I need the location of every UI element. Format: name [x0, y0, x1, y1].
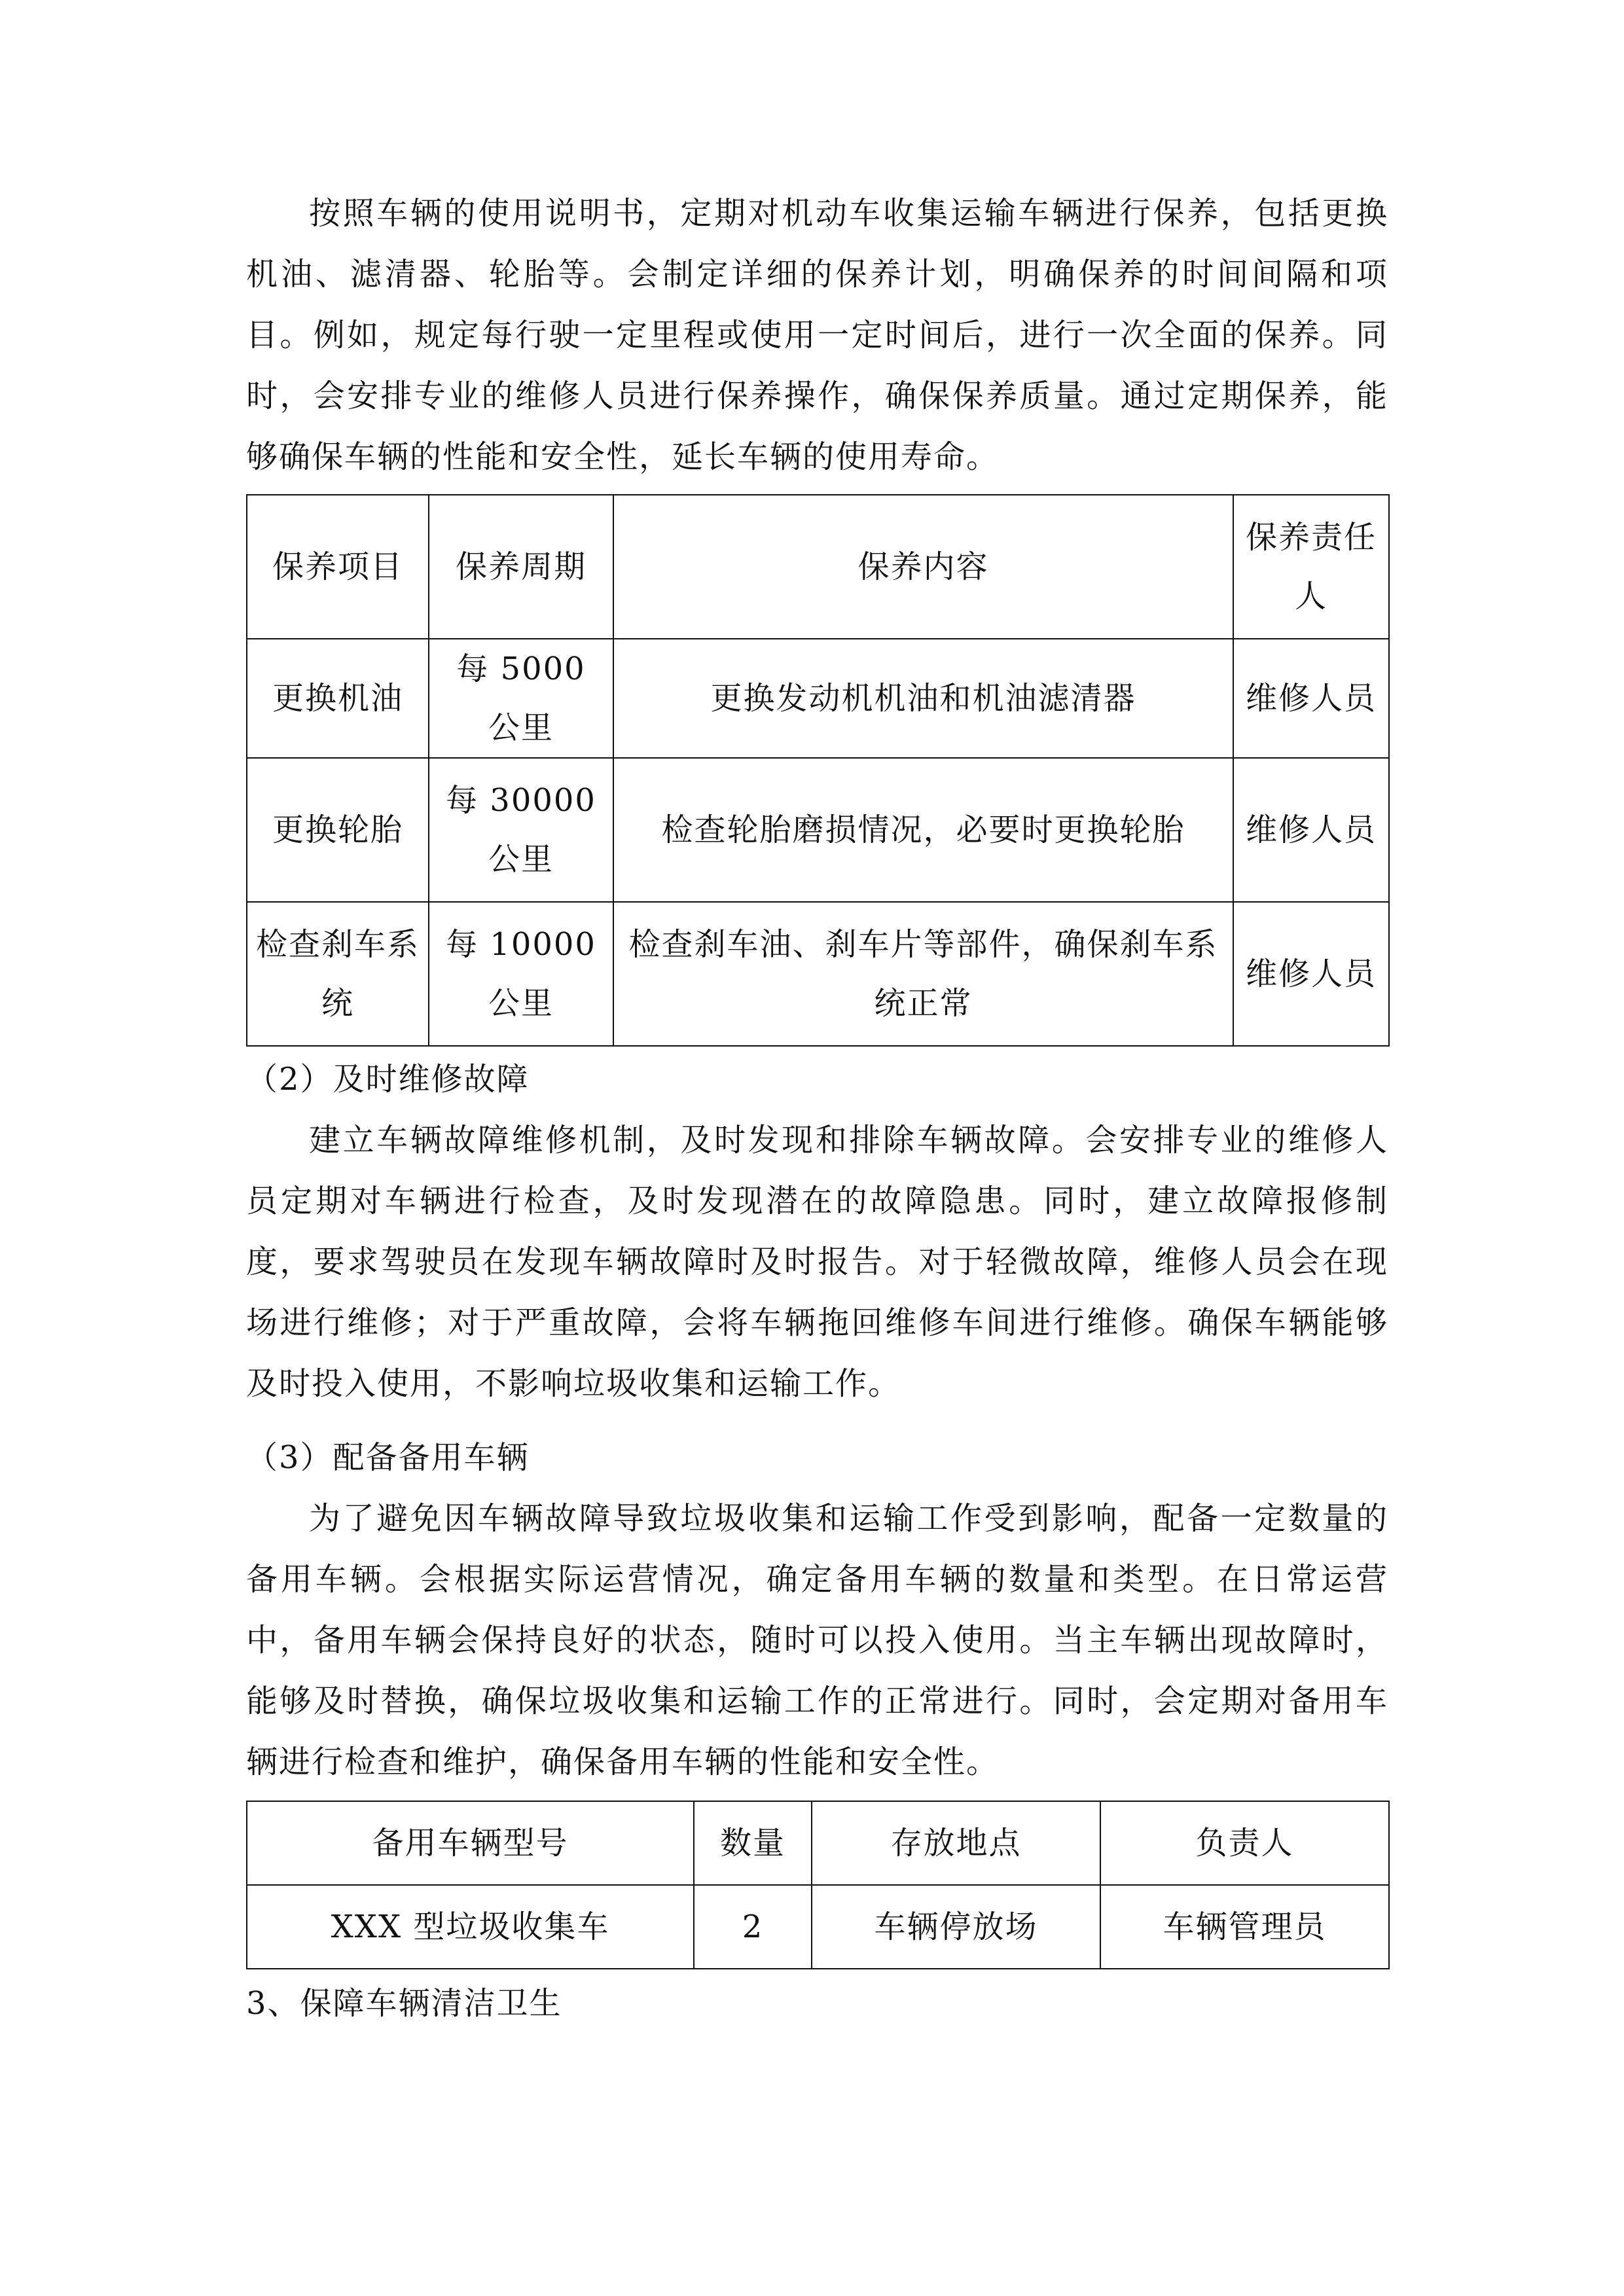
- table-cell: 2: [694, 1885, 812, 1969]
- table-cell: 检查刹车油、刹车片等部件，确保刹车系统正常: [613, 902, 1233, 1046]
- table-cell: 维修人员: [1233, 639, 1389, 758]
- section-final-heading: 3、保障车辆清洁卫生: [246, 1985, 562, 2022]
- table-cell: 检查轮胎磨损情况，必要时更换轮胎: [613, 758, 1233, 902]
- table-cell: 每 10000 公里: [429, 902, 613, 1046]
- section-3-paragraph: 为了避免因车辆故障导致垃圾收集和运输工作受到影响，配备一定数量的备用车辆。会根据实际运营情况，确定备用车辆的数量和类型。在日常运营中，备用车辆会保持良好的状态，随时可以投入使用。当主车辆出现故障时，能够及时替换，确保垃圾收集和运输工作的正常进行。同时，会定期对备用车辆进行检查和维护，确保备用车辆的性能和安全性。: [246, 1500, 1388, 1780]
- document-page: [246, 183, 1388, 2034]
- table-header-cell: 保养责任人: [1233, 495, 1389, 639]
- table-cell: 每 30000 公里: [429, 758, 613, 902]
- table-cell: 维修人员: [1233, 758, 1389, 902]
- table-header-cell: 保养周期: [429, 495, 613, 639]
- table-header-row: [247, 1801, 1389, 1885]
- table-header-cell: 数量: [694, 1801, 812, 1885]
- table-header-cell: 负责人: [1100, 1801, 1389, 1885]
- table-row: [247, 639, 1389, 758]
- table-cell: XXX 型垃圾收集车: [247, 1885, 694, 1969]
- table-cell: 更换发动机机油和机油滤清器: [613, 639, 1233, 758]
- table-header-cell: 保养项目: [247, 495, 429, 639]
- table-row: [247, 758, 1389, 902]
- intro-paragraph: 按照车辆的使用说明书，定期对机动车收集运输车辆进行保养，包括更换机油、滤清器、轮胎等。会制定详细的保养计划，明确保养的时间间隔和项目。例如，规定每行驶一定里程或使用一定时间后，进行一次全面的保养。同时，会安排专业的维修人员进行保养操作，确保保养质量。通过定期保养，能够确保车辆的性能和安全性，延长车辆的使用寿命。: [246, 195, 1388, 475]
- table-cell: 维修人员: [1233, 902, 1389, 1046]
- table-cell: 更换轮胎: [247, 758, 429, 902]
- table-row: [247, 1885, 1389, 1969]
- table-header-cell: 存放地点: [812, 1801, 1100, 1885]
- table-cell: 车辆管理员: [1100, 1885, 1389, 1969]
- section-2-heading: （2）及时维修故障: [246, 1061, 530, 1098]
- table-header-row: [247, 495, 1389, 639]
- section-3-heading: （3）配备备用车辆: [246, 1439, 530, 1476]
- maintenance-table: [246, 494, 1390, 1047]
- section-2-paragraph: 建立车辆故障维修机制，及时发现和排除车辆故障。会安排专业的维修人员定期对车辆进行检查，及时发现潜在的故障隐患。同时，建立故障报修制度，要求驾驶员在发现车辆故障时及时报告。对于轻微故障，维修人员会在现场进行维修；对于严重故障，会将车辆拖回维修车间进行维修。确保车辆能够及时投入使用，不影响垃圾收集和运输工作。: [246, 1122, 1388, 1402]
- table-header-cell: 保养内容: [613, 495, 1233, 639]
- table-row: [247, 902, 1389, 1046]
- table-cell: 更换机油: [247, 639, 429, 758]
- table-cell: 检查刹车系统: [247, 902, 429, 1046]
- table-cell: 车辆停放场: [812, 1885, 1100, 1969]
- table-header-cell: 备用车辆型号: [247, 1801, 694, 1885]
- table-cell: 每 5000 公里: [429, 639, 613, 758]
- spare-vehicle-table: [246, 1801, 1390, 1969]
